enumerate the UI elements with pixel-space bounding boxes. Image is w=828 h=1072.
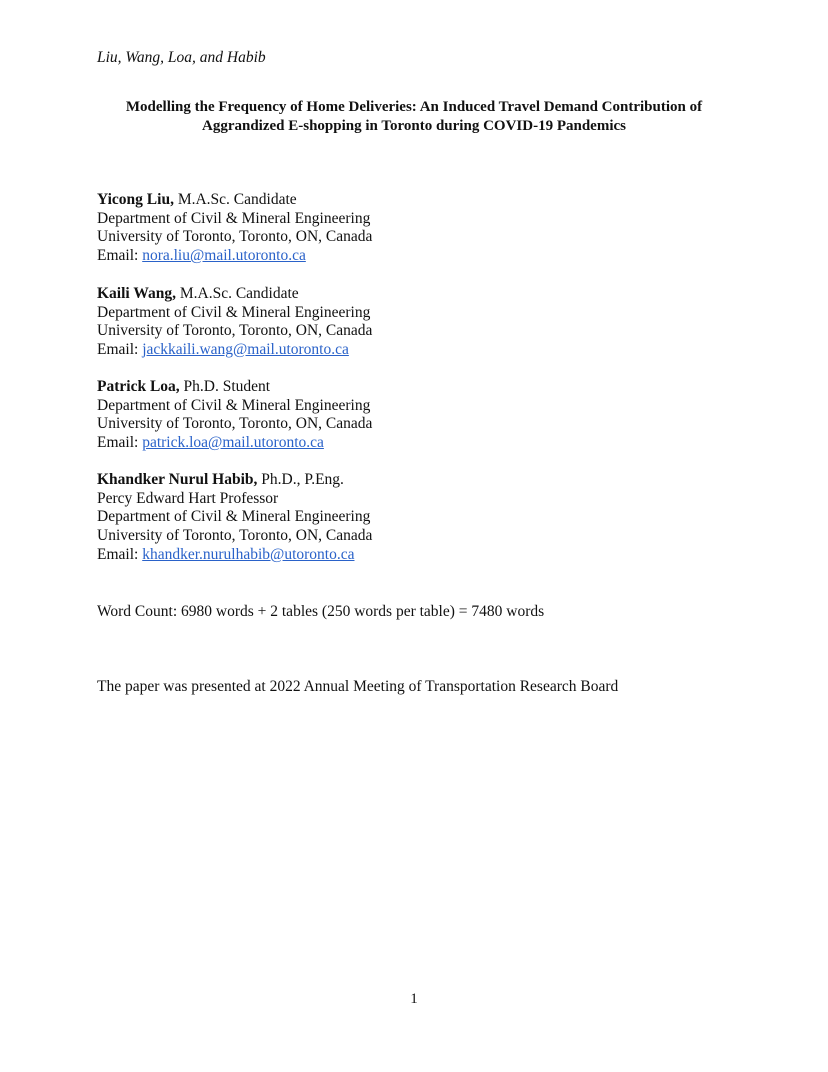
author-department: Department of Civil & Mineral Engineering <box>97 303 371 321</box>
email-link[interactable]: khandker.nurulhabib@utoronto.ca <box>142 545 355 563</box>
paper-title-line-1: Modelling the Frequency of Home Deliveries: An Induced Travel Demand Contribution of <box>125 99 703 115</box>
paper-title-line-2: Aggrandized E-shopping in Toronto during COVID-19 Pandemics <box>202 118 626 134</box>
email-label: Email: <box>97 545 143 563</box>
author-name-line <box>97 471 372 490</box>
author-name: Khandker Nurul Habib, <box>97 471 258 488</box>
running-head: Liu, Wang, Loa, and Habib <box>97 49 266 66</box>
author-affiliation: University of Toronto, Toronto, ON, Canada <box>97 228 373 246</box>
email-label: Email: <box>97 434 143 452</box>
author-degree: Ph.D., P.Eng. <box>257 471 344 488</box>
author-name: Patrick Loa, <box>97 378 180 395</box>
author-email-line <box>97 434 372 453</box>
author-block-habib <box>97 471 372 565</box>
email-label: Email: <box>97 341 143 359</box>
word-count: Word Count: 6980 words + 2 tables (250 words per table) = 7480 words <box>97 603 545 620</box>
page-number: 1 <box>410 991 418 1007</box>
author-name: Yicong Liu, <box>97 191 174 208</box>
author-block-loa <box>97 378 372 453</box>
author-email-line <box>97 341 372 360</box>
author-block-liu <box>97 191 372 266</box>
paper-title <box>60 98 768 136</box>
email-link[interactable]: patrick.loa@mail.utoronto.ca <box>142 434 324 452</box>
author-name: Kaili Wang, <box>97 285 176 302</box>
author-degree: M.A.Sc. Candidate <box>175 285 299 302</box>
author-affiliation: University of Toronto, Toronto, ON, Canada <box>97 322 373 340</box>
author-email-line <box>97 546 372 565</box>
author-name-line <box>97 285 372 304</box>
author-degree: M.A.Sc. Candidate <box>173 191 297 208</box>
author-affiliation: University of Toronto, Toronto, ON, Canada <box>97 527 373 545</box>
author-affiliation: University of Toronto, Toronto, ON, Canada <box>97 415 373 433</box>
email-label: Email: <box>97 247 143 265</box>
author-position: Percy Edward Hart Professor <box>97 489 279 507</box>
email-link[interactable]: nora.liu@mail.utoronto.ca <box>142 247 306 265</box>
author-department: Department of Civil & Mineral Engineering <box>97 396 371 414</box>
author-email-line <box>97 247 372 266</box>
author-degree: Ph.D. Student <box>179 378 271 395</box>
presentation-note: The paper was presented at 2022 Annual Meeting of Transportation Research Board <box>97 678 619 695</box>
author-department: Department of Civil & Mineral Engineering <box>97 209 371 227</box>
author-name-line <box>97 191 372 210</box>
author-department: Department of Civil & Mineral Engineering <box>97 508 371 526</box>
email-link[interactable]: jackkaili.wang@mail.utoronto.ca <box>142 341 349 359</box>
author-name-line <box>97 378 372 397</box>
author-block-wang <box>97 285 372 360</box>
